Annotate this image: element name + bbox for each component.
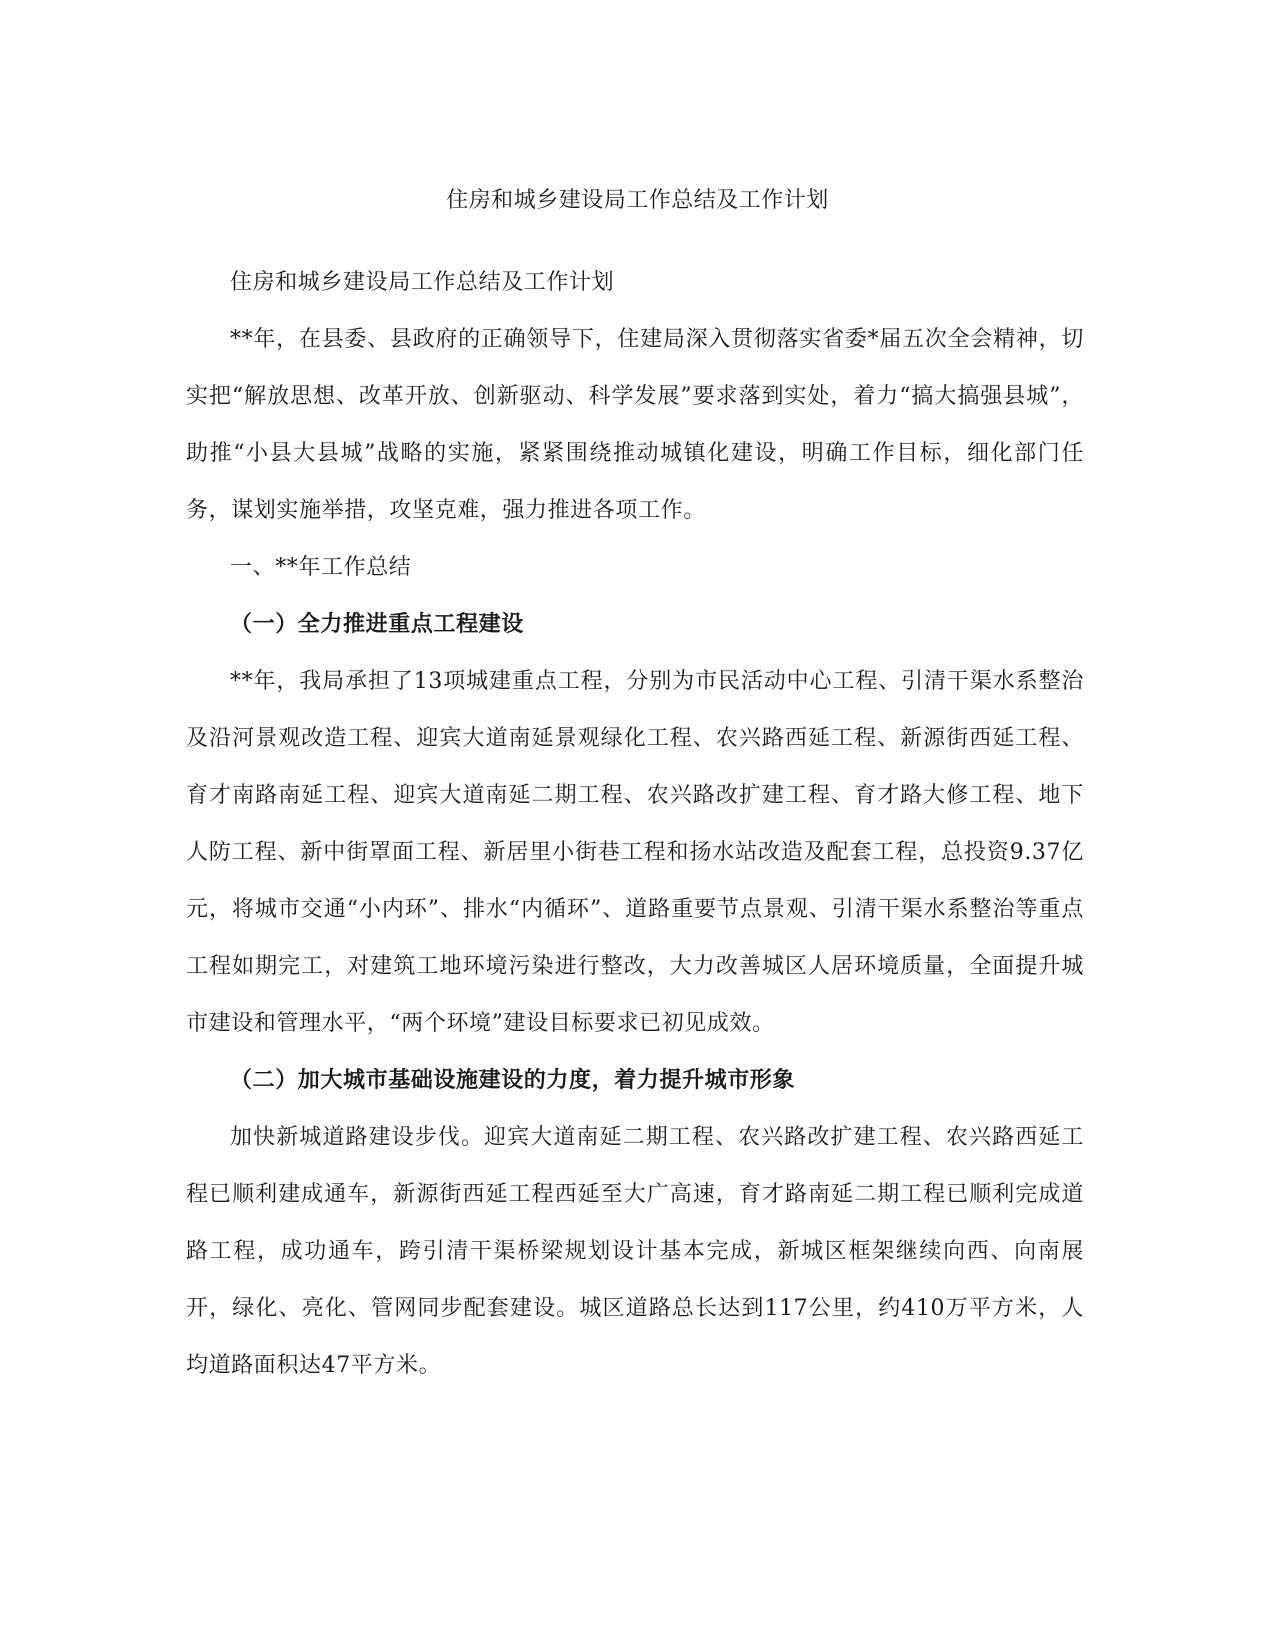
paragraph-road-construction: 加快新城道路建设步伐。迎宾大道南延二期工程、农兴路改扩建工程、农兴路西延工程已顺利建成通车，新源街西延工程西延至大广高速，育才路南延二期工程已顺利完成道路工程，成功通车，跨引清干渠桥梁规划设计基本完成，新城区框架继续向西、向南展开，绿化、亮化、管网同步配套建设。城区道路总长达到117公里，约410万平方米，人均道路面积达47平方米。: [186, 1125, 1084, 1378]
paragraph-intro: **年，在县委、县政府的正确领导下，住建局深入贯彻落实省委*届五次全会精神，切实把“解放思想、改革开放、创新驱动、科学发展”要求落到实处，着力“搞大搞强县城”，助推“小县大县城”战略的实施，紧紧围绕推动城镇化建设，明确工作目标，细化部门任务，谋划实施举措，攻坚克难，强力推进各项工作。: [186, 327, 1084, 523]
subsection-heading-1: （一）全力推进重点工程建设: [230, 611, 524, 637]
paragraph-key-projects: **年，我局承担了13项城建重点工程，分别为市民活动中心工程、引清干渠水系整治及沿河景观改造工程、迎宾大道南延景观绿化工程、农兴路西延工程、新源街西延工程、育才南路南延工程、迎宾大道南延二期工程、农兴路改扩建工程、育才路大修工程、地下人防工程、新中街罩面工程、新居里小街巷工程和扬水站改造及配套工程，总投资9.37亿元，将城市交通“小内环”、排水“内循环”、道路重要节点景观、引清干渠水系整治等重点工程如期完工，对建筑工地环境污染进行整改，大力改善城区人居环境质量，全面提升城市建设和管理水平，“两个环境”建设目标要求已初见成效。: [186, 669, 1084, 1036]
paragraph-subtitle: 住房和城乡建设局工作总结及工作计划: [230, 270, 615, 295]
section-heading-summary: 一、**年工作总结: [230, 555, 412, 580]
subsection-heading-2: （二）加大城市基础设施建设的力度，着力提升城市形象: [230, 1067, 796, 1093]
document-title: 住房和城乡建设局工作总结及工作计划: [446, 188, 829, 213]
document-body: [186, 254, 1084, 1394]
